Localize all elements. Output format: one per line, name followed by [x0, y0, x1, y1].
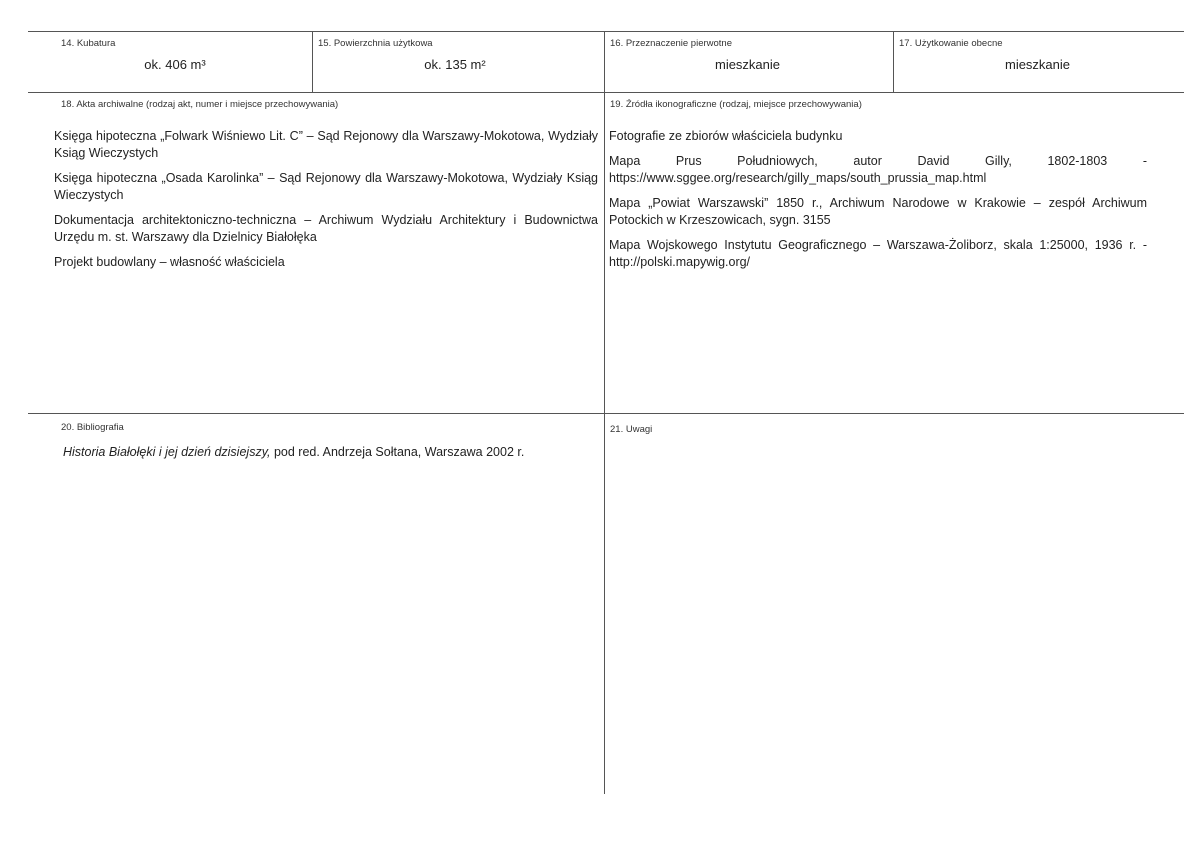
field-label-powierzchnia: 15. Powierzchnia użytkowa: [318, 38, 433, 49]
archival-item: Księga hipoteczna „Osada Karolinka” – Sąd Rejonowy dla Warszawy-Mokotowa, Wydziały Ksiąg Wieczystych: [54, 171, 598, 202]
archival-item: Księga hipoteczna „Folwark Wiśniewo Lit. C” – Sąd Rejonowy dla Warszawy-Mokotowa, Wydziały Ksiąg Wieczystych: [54, 129, 598, 160]
field-value-kubatura: ok. 406 m³: [144, 57, 206, 72]
section-label-bibliography: 20. Bibliografia: [61, 422, 124, 433]
iconographic-list: [609, 128, 1147, 279]
row-divider-1: [28, 92, 1184, 93]
bibliography-details: pod red. Andrzeja Sołtana, Warszawa 2002 r.: [270, 445, 525, 459]
field-label-kubatura: 14. Kubatura: [61, 38, 116, 49]
section-label-iconographic: 19. Źródła ikonograficzne (rodzaj, miejsce przechowywania): [610, 99, 862, 110]
table-top-border: [28, 31, 1184, 32]
field-value-powierzchnia: ok. 135 m²: [424, 57, 486, 72]
column-divider-1: [312, 31, 313, 92]
iconographic-item: Fotografie ze zbiorów właściciela budynku: [609, 129, 843, 143]
iconographic-item: Mapa Prus Południowych, autor David Gilly, 1802-1803 - https://www.sggee.org/research/gilly_maps/south_prussia_map.html: [609, 154, 1147, 185]
bibliography-entry: [63, 444, 593, 461]
section-label-remarks: 21. Uwagi: [610, 424, 653, 435]
archival-item: Projekt budowlany – własność właściciela: [54, 255, 285, 269]
bibliography-title: Historia Białołęki i jej dzień dzisiejszy,: [63, 445, 271, 459]
section-label-archival: 18. Akta archiwalne (rodzaj akt, numer i miejsce przechowywania): [61, 99, 339, 110]
iconographic-item: Mapa Wojskowego Instytutu Geograficznego – Warszawa-Żoliborz, skala 1:25000, 1936 r. - http://polski.mapywig.org/: [609, 238, 1147, 269]
iconographic-item: Mapa „Powiat Warszawski” 1850 r., Archiwum Narodowe w Krakowie – zespół Archiwum Potockich w Krzeszowicach, sygn. 3155: [609, 196, 1147, 227]
archival-item: Dokumentacja architektoniczno-techniczna – Archiwum Wydziału Architektury i Budownictwa Urzędu m. st. Warszawy dla Dzielnicy Białołęka: [54, 213, 598, 244]
archival-list: [54, 128, 598, 279]
field-value-uzytkowanie: mieszkanie: [1004, 57, 1071, 72]
field-label-przeznaczenie: 16. Przeznaczenie pierwotne: [610, 38, 732, 49]
column-divider-main: [604, 31, 605, 794]
row-divider-2: [28, 413, 1184, 414]
column-divider-3: [893, 31, 894, 92]
field-value-przeznaczenie: mieszkanie: [714, 57, 781, 72]
field-label-uzytkowanie: 17. Użytkowanie obecne: [899, 38, 1003, 49]
